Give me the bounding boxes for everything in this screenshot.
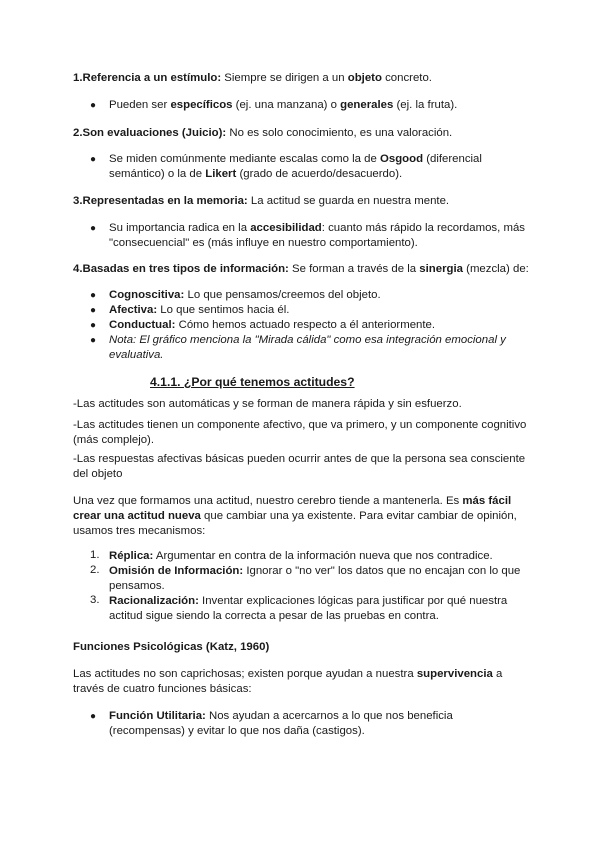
functions-heading: Funciones Psicológicas (Katz, 1960) — [73, 641, 270, 653]
list-item: Cognoscitiva: Lo que pensamos/creemos del objeto. — [109, 289, 381, 301]
dash-paragraph: -Las actitudes tienen un componente afectivo, que va primero, y un componente cognitivo (más complejo). — [73, 419, 527, 446]
list-item: Pueden ser específicos (ej. una manzana) o generales (ej. la fruta). — [109, 99, 458, 111]
list-item: Réplica: Argumentar en contra de la información nueva que nos contradice. — [109, 550, 493, 562]
list-number: 3. — [90, 594, 100, 606]
bullet-icon: ● — [90, 290, 97, 301]
list-number: 1. — [90, 549, 100, 561]
bullet-icon: ● — [90, 711, 97, 722]
functions-intro: Las actitudes no son caprichosas; existen porque ayudan a nuestra supervivencia a través de cuatro funciones básicas: — [73, 668, 503, 695]
section-4-heading: 4.Basadas en tres tipos de información: Se forman a través de la sinergia (mezcla) de: — [73, 263, 529, 275]
bullet-icon: ● — [90, 154, 97, 165]
list-item: Se miden comúnmente mediante escalas como la de Osgood (diferencial semántico) o la de Likert (grado de acuerdo/desacuerdo). — [109, 153, 482, 180]
intro-paragraph: Una vez que formamos una actitud, nuestro cerebro tiende a mantenerla. Es más fácil crear una actitud nueva que cambiar una ya existente. Para evitar cambiar de opinión, usamos tres mecanismos: — [73, 495, 517, 537]
list-item: Afectiva: Lo que sentimos hacia él. — [109, 304, 290, 316]
section-title: 4.1.1. ¿Por qué tenemos actitudes? — [150, 375, 355, 389]
list-item: Omisión de Información: Ignorar o "no ver" los datos que no encajan con lo que pensamos. — [109, 565, 521, 592]
dash-paragraph: -Las respuestas afectivas básicas pueden ocurrir antes de que la persona sea consciente del objeto — [73, 453, 526, 480]
note-item: Nota: El gráfico menciona la "Mirada cálida" como esa integración emocional y evaluativa. — [109, 334, 506, 361]
list-number: 2. — [90, 564, 100, 576]
section-3-heading: 3.Representadas en la memoria: La actitud se guarda en nuestra mente. — [73, 195, 450, 207]
bullet-icon: ● — [90, 320, 97, 331]
list-item: Su importancia radica en la accesibilidad: cuanto más rápido la recordamos, más "consecuencial" es (más influye en nuestro comportamiento). — [109, 222, 525, 249]
bullet-icon: ● — [90, 335, 97, 346]
bullet-icon: ● — [90, 305, 97, 316]
section-2-heading: 2.Son evaluaciones (Juicio): No es solo conocimiento, es una valoración. — [73, 127, 453, 139]
list-item: Función Utilitaria: Nos ayudan a acercarnos a lo que nos beneficia (recompensas) y evitar lo que nos daña (castigos). — [109, 710, 453, 737]
section-1-heading: 1.Referencia a un estímulo: Siempre se dirigen a un objeto concreto. — [73, 72, 432, 84]
list-item: Conductual: Cómo hemos actuado respecto a él anteriormente. — [109, 319, 436, 331]
bullet-icon: ● — [90, 223, 97, 234]
dash-paragraph: -Las actitudes son automáticas y se forman de manera rápida y sin esfuerzo. — [73, 398, 462, 410]
list-item: Racionalización: Inventar explicaciones lógicas para justificar por qué nuestra actitud sigue siendo la correcta a pesar de las pruebas en contra. — [109, 595, 508, 622]
bullet-icon: ● — [90, 100, 97, 111]
